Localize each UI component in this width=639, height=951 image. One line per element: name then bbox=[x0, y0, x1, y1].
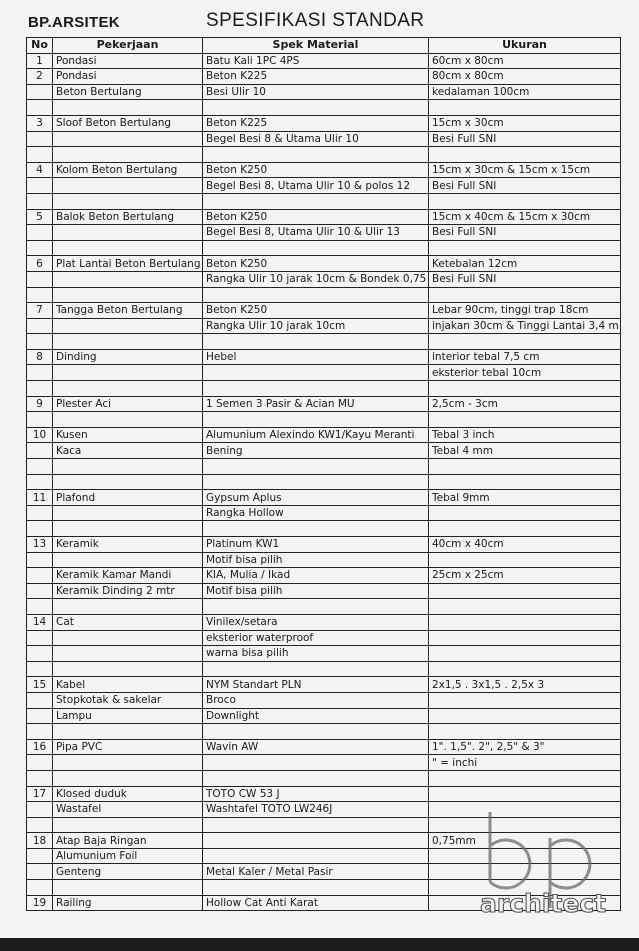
cell-spek-material bbox=[203, 661, 429, 677]
table-row bbox=[27, 599, 621, 615]
cell-spek-material: Rangka Ulir 10 jarak 10cm bbox=[203, 318, 429, 334]
table-row bbox=[27, 53, 621, 69]
table-row bbox=[27, 131, 621, 147]
table-row bbox=[27, 724, 621, 740]
cell-ukuran bbox=[429, 724, 621, 740]
cell-spek-material: TOTO CW 53 J bbox=[203, 786, 429, 802]
cell-spek-material bbox=[203, 755, 429, 771]
cell-pekerjaan bbox=[53, 459, 203, 475]
cell-pekerjaan bbox=[53, 271, 203, 287]
cell-spek-material: Begel Besi 8 & Utama Ulir 10 bbox=[203, 131, 429, 147]
logo-wordmark: architect bbox=[480, 889, 607, 918]
cell-spek-material bbox=[203, 147, 429, 163]
table-row bbox=[27, 162, 621, 178]
cell-pekerjaan bbox=[53, 365, 203, 381]
cell-pekerjaan bbox=[53, 334, 203, 350]
cell-no bbox=[27, 880, 53, 896]
cell-ukuran bbox=[429, 802, 621, 818]
cell-pekerjaan bbox=[53, 724, 203, 740]
cell-pekerjaan bbox=[53, 318, 203, 334]
cell-ukuran bbox=[429, 599, 621, 615]
table-row bbox=[27, 115, 621, 131]
cell-pekerjaan: Pipa PVC bbox=[53, 739, 203, 755]
cell-ukuran bbox=[429, 552, 621, 568]
cell-ukuran bbox=[429, 287, 621, 303]
table-row bbox=[27, 178, 621, 194]
cell-ukuran: 2,5cm - 3cm bbox=[429, 396, 621, 412]
cell-spek-material: Downlight bbox=[203, 708, 429, 724]
cell-no bbox=[27, 755, 53, 771]
cell-pekerjaan: Atap Baja Ringan bbox=[53, 833, 203, 849]
cell-ukuran: Tebal 4 mm bbox=[429, 443, 621, 459]
cell-pekerjaan: Klosed duduk bbox=[53, 786, 203, 802]
table-row bbox=[27, 365, 621, 381]
cell-no bbox=[27, 817, 53, 833]
cell-spek-material bbox=[203, 193, 429, 209]
cell-ukuran bbox=[429, 880, 621, 896]
cell-spek-material: Beton K250 bbox=[203, 162, 429, 178]
cell-pekerjaan bbox=[53, 646, 203, 662]
table-row bbox=[27, 427, 621, 443]
cell-no: 17 bbox=[27, 786, 53, 802]
table-row bbox=[27, 880, 621, 896]
table-row bbox=[27, 349, 621, 365]
cell-pekerjaan bbox=[53, 412, 203, 428]
document-title: SPESIFIKASI STANDAR bbox=[206, 10, 425, 31]
table-row bbox=[27, 490, 621, 506]
cell-no bbox=[27, 334, 53, 350]
cell-spek-material: Beton K225 bbox=[203, 69, 429, 85]
table-row bbox=[27, 692, 621, 708]
cell-spek-material: Beton K250 bbox=[203, 256, 429, 272]
table-body bbox=[27, 53, 621, 911]
cell-ukuran: Besi Full SNI bbox=[429, 271, 621, 287]
table-row bbox=[27, 521, 621, 537]
table-row bbox=[27, 817, 621, 833]
cell-ukuran: 25cm x 25cm bbox=[429, 568, 621, 584]
cell-no: 16 bbox=[27, 739, 53, 755]
cell-spek-material: Batu Kali 1PC 4PS bbox=[203, 53, 429, 69]
cell-ukuran: injakan 30cm & Tinggi Lantai 3,4 m bbox=[429, 318, 621, 334]
cell-no bbox=[27, 131, 53, 147]
cell-pekerjaan bbox=[53, 131, 203, 147]
table-row bbox=[27, 583, 621, 599]
cell-pekerjaan: Plat Lantai Beton Bertulang bbox=[53, 256, 203, 272]
table-row bbox=[27, 630, 621, 646]
cell-pekerjaan bbox=[53, 240, 203, 256]
cell-ukuran bbox=[429, 193, 621, 209]
cell-pekerjaan bbox=[53, 599, 203, 615]
cell-pekerjaan: Keramik Dinding 2 mtr bbox=[53, 583, 203, 599]
cell-no bbox=[27, 505, 53, 521]
cell-no bbox=[27, 646, 53, 662]
cell-spek-material: Metal Kaler / Metal Pasir bbox=[203, 864, 429, 880]
cell-pekerjaan: Pondasi bbox=[53, 69, 203, 85]
table-row bbox=[27, 100, 621, 116]
cell-no: 1 bbox=[27, 53, 53, 69]
cell-spek-material: Bening bbox=[203, 443, 429, 459]
cell-pekerjaan: Kaca bbox=[53, 443, 203, 459]
cell-pekerjaan: Keramik Kamar Mandi bbox=[53, 568, 203, 584]
cell-spek-material: Beton K225 bbox=[203, 115, 429, 131]
cell-ukuran bbox=[429, 459, 621, 475]
cell-ukuran: eksterior tebal 10cm bbox=[429, 365, 621, 381]
cell-spek-material bbox=[203, 100, 429, 116]
cell-no bbox=[27, 412, 53, 428]
cell-ukuran bbox=[429, 708, 621, 724]
table-row bbox=[27, 240, 621, 256]
cell-spek-material: warna bisa pilih bbox=[203, 646, 429, 662]
cell-pekerjaan bbox=[53, 505, 203, 521]
cell-pekerjaan: Beton Bertulang bbox=[53, 84, 203, 100]
table-row bbox=[27, 708, 621, 724]
cell-spek-material: Motif bisa pilih bbox=[203, 552, 429, 568]
cell-ukuran: 2x1,5 . 3x1,5 . 2,5x 3 bbox=[429, 677, 621, 693]
cell-pekerjaan bbox=[53, 630, 203, 646]
cell-spek-material: Gypsum Aplus bbox=[203, 490, 429, 506]
column-header-ukuran: Ukuran bbox=[429, 38, 621, 54]
cell-ukuran bbox=[429, 381, 621, 397]
cell-ukuran bbox=[429, 614, 621, 630]
cell-spek-material: Washtafel TOTO LW246J bbox=[203, 802, 429, 818]
cell-pekerjaan: Cat bbox=[53, 614, 203, 630]
cell-pekerjaan: Keramik bbox=[53, 537, 203, 553]
cell-no bbox=[27, 802, 53, 818]
cell-ukuran bbox=[429, 786, 621, 802]
cell-spek-material: Hollow Cat Anti Karat bbox=[203, 895, 429, 911]
cell-ukuran: Ketebalan 12cm bbox=[429, 256, 621, 272]
cell-pekerjaan bbox=[53, 552, 203, 568]
table-row bbox=[27, 381, 621, 397]
cell-no bbox=[27, 848, 53, 864]
table-row bbox=[27, 443, 621, 459]
cell-no: 7 bbox=[27, 303, 53, 319]
cell-spek-material bbox=[203, 334, 429, 350]
cell-ukuran bbox=[429, 240, 621, 256]
cell-ukuran: Besi Full SNI bbox=[429, 225, 621, 241]
cell-no bbox=[27, 365, 53, 381]
table-row bbox=[27, 69, 621, 85]
cell-spek-material bbox=[203, 287, 429, 303]
cell-spek-material: Hebel bbox=[203, 349, 429, 365]
cell-pekerjaan: Pondasi bbox=[53, 53, 203, 69]
cell-spek-material bbox=[203, 770, 429, 786]
table-row bbox=[27, 739, 621, 755]
column-header-pekerjaan: Pekerjaan bbox=[53, 38, 203, 54]
cell-spek-material: Motif bisa pilih bbox=[203, 583, 429, 599]
cell-pekerjaan: Wastafel bbox=[53, 802, 203, 818]
cell-no bbox=[27, 770, 53, 786]
cell-no bbox=[27, 178, 53, 194]
cell-spek-material: eksterior waterproof bbox=[203, 630, 429, 646]
cell-no bbox=[27, 864, 53, 880]
cell-ukuran bbox=[429, 661, 621, 677]
cell-no: 4 bbox=[27, 162, 53, 178]
cell-spek-material: Begel Besi 8, Utama Ulir 10 & Ulir 13 bbox=[203, 225, 429, 241]
table-row bbox=[27, 84, 621, 100]
table-row bbox=[27, 677, 621, 693]
cell-ukuran bbox=[429, 864, 621, 880]
cell-pekerjaan: Lampu bbox=[53, 708, 203, 724]
company-name: BP.ARSITEK bbox=[28, 14, 120, 31]
cell-no: 9 bbox=[27, 396, 53, 412]
cell-no bbox=[27, 84, 53, 100]
cell-no bbox=[27, 225, 53, 241]
cell-ukuran: 0,75mm bbox=[429, 833, 621, 849]
cell-spek-material: Begel Besi 8, Utama Ulir 10 & polos 12 bbox=[203, 178, 429, 194]
cell-spek-material: Wavin AW bbox=[203, 739, 429, 755]
cell-no: 14 bbox=[27, 614, 53, 630]
cell-ukuran bbox=[429, 817, 621, 833]
table-row bbox=[27, 802, 621, 818]
cell-spek-material bbox=[203, 240, 429, 256]
cell-spek-material: Rangka Hollow bbox=[203, 505, 429, 521]
cell-pekerjaan: Genteng bbox=[53, 864, 203, 880]
table-row bbox=[27, 864, 621, 880]
cell-ukuran bbox=[429, 646, 621, 662]
cell-ukuran bbox=[429, 521, 621, 537]
cell-ukuran bbox=[429, 770, 621, 786]
cell-pekerjaan: Alumunium Foil bbox=[53, 848, 203, 864]
table-row bbox=[27, 895, 621, 911]
cell-no bbox=[27, 521, 53, 537]
cell-spek-material: Besi Ulir 10 bbox=[203, 84, 429, 100]
cell-pekerjaan bbox=[53, 474, 203, 490]
cell-ukuran: 40cm x 40cm bbox=[429, 537, 621, 553]
cell-no bbox=[27, 552, 53, 568]
cell-no bbox=[27, 147, 53, 163]
cell-pekerjaan bbox=[53, 661, 203, 677]
cell-ukuran: Besi Full SNI bbox=[429, 131, 621, 147]
cell-spek-material: Platinum KW1 bbox=[203, 537, 429, 553]
table-row bbox=[27, 661, 621, 677]
table-row bbox=[27, 459, 621, 475]
cell-no: 2 bbox=[27, 69, 53, 85]
cell-pekerjaan: Tangga Beton Bertulang bbox=[53, 303, 203, 319]
cell-no bbox=[27, 100, 53, 116]
cell-pekerjaan bbox=[53, 755, 203, 771]
cell-pekerjaan: Kolom Beton Bertulang bbox=[53, 162, 203, 178]
cell-ukuran: 80cm x 80cm bbox=[429, 69, 621, 85]
cell-pekerjaan bbox=[53, 817, 203, 833]
table-row bbox=[27, 318, 621, 334]
cell-ukuran bbox=[429, 692, 621, 708]
cell-no: 13 bbox=[27, 537, 53, 553]
cell-spek-material bbox=[203, 848, 429, 864]
cell-ukuran bbox=[429, 412, 621, 428]
cell-pekerjaan bbox=[53, 287, 203, 303]
cell-pekerjaan: Sloof Beton Bertulang bbox=[53, 115, 203, 131]
cell-pekerjaan: Kabel bbox=[53, 677, 203, 693]
table-row bbox=[27, 505, 621, 521]
table-row bbox=[27, 287, 621, 303]
cell-no: 6 bbox=[27, 256, 53, 272]
cell-ukuran: 15cm x 30cm & 15cm x 15cm bbox=[429, 162, 621, 178]
cell-no bbox=[27, 318, 53, 334]
cell-spek-material bbox=[203, 880, 429, 896]
cell-no bbox=[27, 474, 53, 490]
cell-ukuran: Tebal 9mm bbox=[429, 490, 621, 506]
cell-spek-material bbox=[203, 459, 429, 475]
table-row bbox=[27, 334, 621, 350]
table-row bbox=[27, 256, 621, 272]
bottom-edge-band bbox=[0, 938, 639, 951]
table-row bbox=[27, 848, 621, 864]
cell-no bbox=[27, 193, 53, 209]
table-row bbox=[27, 552, 621, 568]
cell-no bbox=[27, 599, 53, 615]
cell-ukuran: 60cm x 80cm bbox=[429, 53, 621, 69]
cell-ukuran: 15cm x 30cm bbox=[429, 115, 621, 131]
cell-no bbox=[27, 443, 53, 459]
cell-no bbox=[27, 459, 53, 475]
table-row bbox=[27, 147, 621, 163]
specification-table bbox=[26, 37, 621, 911]
cell-spek-material: Broco bbox=[203, 692, 429, 708]
table-row bbox=[27, 568, 621, 584]
cell-no: 3 bbox=[27, 115, 53, 131]
cell-pekerjaan: Plester Aci bbox=[53, 396, 203, 412]
cell-ukuran bbox=[429, 505, 621, 521]
table-row bbox=[27, 474, 621, 490]
cell-pekerjaan: Plafond bbox=[53, 490, 203, 506]
cell-pekerjaan bbox=[53, 521, 203, 537]
cell-spek-material bbox=[203, 833, 429, 849]
cell-no: 11 bbox=[27, 490, 53, 506]
cell-no bbox=[27, 568, 53, 584]
cell-no: 15 bbox=[27, 677, 53, 693]
cell-spek-material bbox=[203, 521, 429, 537]
table-row bbox=[27, 412, 621, 428]
cell-pekerjaan: Railing bbox=[53, 895, 203, 911]
cell-spek-material bbox=[203, 474, 429, 490]
table-row bbox=[27, 646, 621, 662]
table-row bbox=[27, 537, 621, 553]
cell-spek-material: Beton K250 bbox=[203, 209, 429, 225]
cell-no: 5 bbox=[27, 209, 53, 225]
cell-pekerjaan: Stopkotak & sakelar bbox=[53, 692, 203, 708]
cell-ukuran bbox=[429, 147, 621, 163]
cell-spek-material bbox=[203, 817, 429, 833]
cell-no bbox=[27, 708, 53, 724]
cell-spek-material bbox=[203, 381, 429, 397]
cell-spek-material bbox=[203, 599, 429, 615]
table-row bbox=[27, 833, 621, 849]
cell-spek-material: KIA, Mulia / Ikad bbox=[203, 568, 429, 584]
cell-pekerjaan: Dinding bbox=[53, 349, 203, 365]
cell-pekerjaan bbox=[53, 770, 203, 786]
cell-spek-material bbox=[203, 412, 429, 428]
cell-pekerjaan bbox=[53, 193, 203, 209]
cell-no bbox=[27, 287, 53, 303]
cell-pekerjaan bbox=[53, 147, 203, 163]
cell-ukuran bbox=[429, 100, 621, 116]
cell-ukuran bbox=[429, 848, 621, 864]
cell-no bbox=[27, 630, 53, 646]
cell-ukuran: " = inchi bbox=[429, 755, 621, 771]
cell-ukuran bbox=[429, 630, 621, 646]
cell-no: 10 bbox=[27, 427, 53, 443]
table-row bbox=[27, 786, 621, 802]
cell-spek-material: Alumunium Alexindo KW1/Kayu Meranti bbox=[203, 427, 429, 443]
cell-no bbox=[27, 381, 53, 397]
table-row bbox=[27, 396, 621, 412]
cell-pekerjaan: Kusen bbox=[53, 427, 203, 443]
cell-ukuran: 1". 1,5". 2", 2,5" & 3" bbox=[429, 739, 621, 755]
cell-pekerjaan bbox=[53, 880, 203, 896]
table-header-row bbox=[27, 38, 621, 54]
table-row bbox=[27, 209, 621, 225]
table-row bbox=[27, 614, 621, 630]
cell-ukuran: 15cm x 40cm & 15cm x 30cm bbox=[429, 209, 621, 225]
cell-no bbox=[27, 583, 53, 599]
cell-spek-material: NYM Standart PLN bbox=[203, 677, 429, 693]
cell-ukuran bbox=[429, 583, 621, 599]
cell-spek-material bbox=[203, 365, 429, 381]
cell-no bbox=[27, 724, 53, 740]
column-header-no: No bbox=[27, 38, 53, 54]
cell-ukuran bbox=[429, 334, 621, 350]
cell-ukuran: kedalaman 100cm bbox=[429, 84, 621, 100]
cell-no bbox=[27, 692, 53, 708]
cell-no: 18 bbox=[27, 833, 53, 849]
cell-no: 19 bbox=[27, 895, 53, 911]
cell-no bbox=[27, 271, 53, 287]
table-row bbox=[27, 303, 621, 319]
cell-ukuran: interior tebal 7,5 cm bbox=[429, 349, 621, 365]
cell-no bbox=[27, 661, 53, 677]
cell-ukuran: Besi Full SNI bbox=[429, 178, 621, 194]
table-row bbox=[27, 770, 621, 786]
cell-pekerjaan bbox=[53, 225, 203, 241]
cell-spek-material bbox=[203, 724, 429, 740]
table-row bbox=[27, 225, 621, 241]
logo-letters: bp bbox=[278, 610, 280, 611]
cell-pekerjaan bbox=[53, 178, 203, 194]
cell-spek-material: 1 Semen 3 Pasir & Acian MU bbox=[203, 396, 429, 412]
cell-spek-material: Rangka Ulir 10 jarak 10cm & Bondek 0,75 bbox=[203, 271, 429, 287]
table-row bbox=[27, 271, 621, 287]
cell-pekerjaan bbox=[53, 100, 203, 116]
table-row bbox=[27, 193, 621, 209]
cell-spek-material: Vinilex/setara bbox=[203, 614, 429, 630]
cell-no bbox=[27, 240, 53, 256]
cell-ukuran bbox=[429, 895, 621, 911]
cell-pekerjaan: Balok Beton Bertulang bbox=[53, 209, 203, 225]
cell-ukuran bbox=[429, 474, 621, 490]
cell-ukuran: Lebar 90cm, tinggi trap 18cm bbox=[429, 303, 621, 319]
cell-ukuran: Tebal 3 inch bbox=[429, 427, 621, 443]
cell-pekerjaan bbox=[53, 381, 203, 397]
cell-spek-material: Beton K250 bbox=[203, 303, 429, 319]
column-header-spek-material: Spek Material bbox=[203, 38, 429, 54]
table-row bbox=[27, 755, 621, 771]
cell-no: 8 bbox=[27, 349, 53, 365]
